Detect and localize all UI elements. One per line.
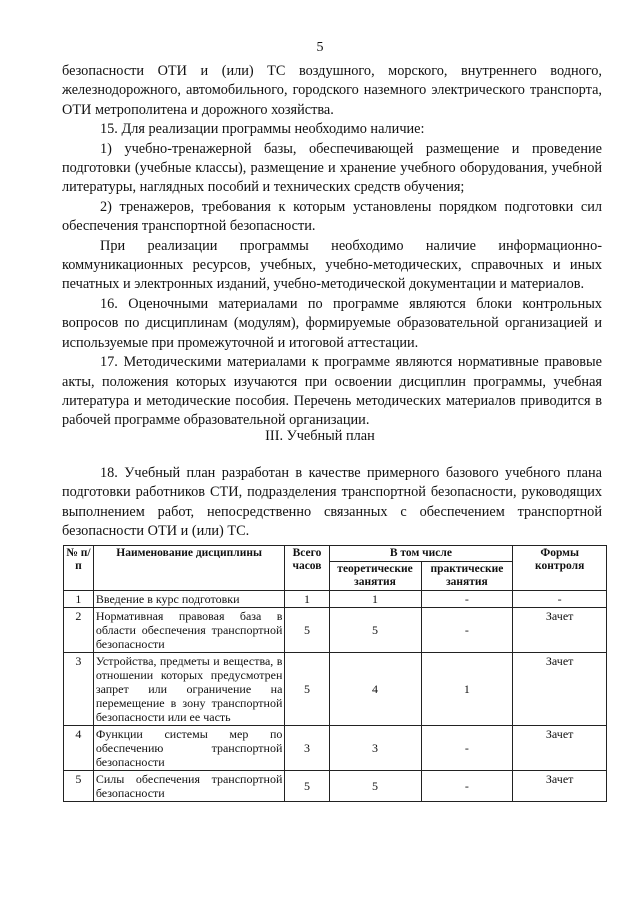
- row-num: 5: [64, 771, 94, 802]
- header-theory: теоретические занятия: [329, 562, 421, 591]
- row-discipline: Устройства, предметы и вещества, в отношении которых предусмотрен запрет или ограничение на перемещение в зону транспортной безопасности или ее часть: [93, 653, 285, 726]
- row-form: Зачет: [513, 608, 607, 653]
- row-form: Зачет: [513, 653, 607, 726]
- curriculum-table: [63, 545, 607, 802]
- row-num: 1: [64, 591, 94, 608]
- header-num: № п/п: [64, 546, 94, 591]
- table-row: [64, 591, 607, 608]
- header-discipline: Наименование дисциплины: [93, 546, 285, 591]
- header-control-forms: Формы контроля: [513, 546, 607, 591]
- paragraph-15-item-1: 1) учебно-тренажерной базы, обеспечивающей размещение и проведение подготовки (учебные классы), размещение и хранение учебного оборудования, учебной литературы, наглядных пособий и технических средств обучения;: [62, 140, 602, 196]
- paragraph-15: 15. Для реализации программы необходимо наличие:: [100, 121, 425, 138]
- row-practice: -: [421, 591, 513, 608]
- paragraph-15-item-2: 2) тренажеров, требования к которым установлены порядком подготовки сил обеспечения транспортной безопасности.: [62, 198, 602, 235]
- header-including: В том числе: [329, 546, 513, 562]
- table-header-row: [64, 546, 607, 562]
- table-row: [64, 653, 607, 726]
- row-theory: 3: [329, 726, 421, 771]
- row-practice: -: [421, 726, 513, 771]
- row-form: Зачет: [513, 726, 607, 771]
- header-practice: практические занятия: [421, 562, 513, 591]
- paragraph-18: 18. Учебный план разработан в качестве примерного базового учебного плана подготовки работников СТИ, подразделения транспортной безопасности, руководящих выполнением работ, непосредственно связанных с обеспечением транспортной безопасности ОТИ и (или) ТС.: [62, 465, 602, 540]
- row-theory: 1: [329, 591, 421, 608]
- paragraph-16: 16. Оценочными материалами по программе являются блоки контрольных вопросов по дисциплинам (модулям), формируемые образовательной организацией и используемые при промежуточной и итоговой аттестации.: [62, 295, 602, 351]
- row-form: -: [513, 591, 607, 608]
- row-num: 2: [64, 608, 94, 653]
- row-theory: 4: [329, 653, 421, 726]
- row-total: 3: [285, 726, 329, 771]
- section-heading: III. Учебный план: [265, 428, 375, 444]
- row-practice: -: [421, 608, 513, 653]
- paragraph-resources: При реализации программы необходимо наличие информационно-коммуникационных ресурсов, учебных, учебно-методических, справочных и иных печатных и электронных изданий, учебно-методической документации и материалов.: [62, 237, 602, 293]
- row-form: Зачет: [513, 771, 607, 802]
- page-number: 5: [316, 40, 324, 55]
- row-theory: 5: [329, 608, 421, 653]
- table-row: [64, 726, 607, 771]
- paragraph-continuation: безопасности ОТИ и (или) ТС воздушного, морского, внутреннего водного, железнодорожного, автомобильного, городского наземного электрического транспорта, ОТИ метрополитена и дорожного хозяйства.: [62, 63, 602, 118]
- row-discipline: Функции системы мер по обеспечению транспортной безопасности: [93, 726, 285, 771]
- row-total: 5: [285, 771, 329, 802]
- row-total: 5: [285, 653, 329, 726]
- table-row: [64, 608, 607, 653]
- row-discipline: Силы обеспечения транспортной безопасности: [93, 771, 285, 802]
- paragraph-17: 17. Методическими материалами к программе являются нормативные правовые акты, положения которых изучаются при освоении дисциплин программы, учебная литература и методические пособия. Перечень методических материалов приводится в рабочей программе образовательной организации.: [62, 354, 602, 429]
- body-text-plan: [62, 464, 602, 542]
- header-total-hours: Всего часов: [285, 546, 329, 591]
- row-total: 1: [285, 591, 329, 608]
- row-total: 5: [285, 608, 329, 653]
- table-row: [64, 771, 607, 802]
- row-theory: 5: [329, 771, 421, 802]
- row-num: 3: [64, 653, 94, 726]
- row-num: 4: [64, 726, 94, 771]
- body-text-top: [62, 62, 602, 431]
- row-practice: -: [421, 771, 513, 802]
- row-discipline: Введение в курс подготовки: [93, 591, 285, 608]
- row-discipline: Нормативная правовая база в области обеспечения транспортной безопасности: [93, 608, 285, 653]
- row-practice: 1: [421, 653, 513, 726]
